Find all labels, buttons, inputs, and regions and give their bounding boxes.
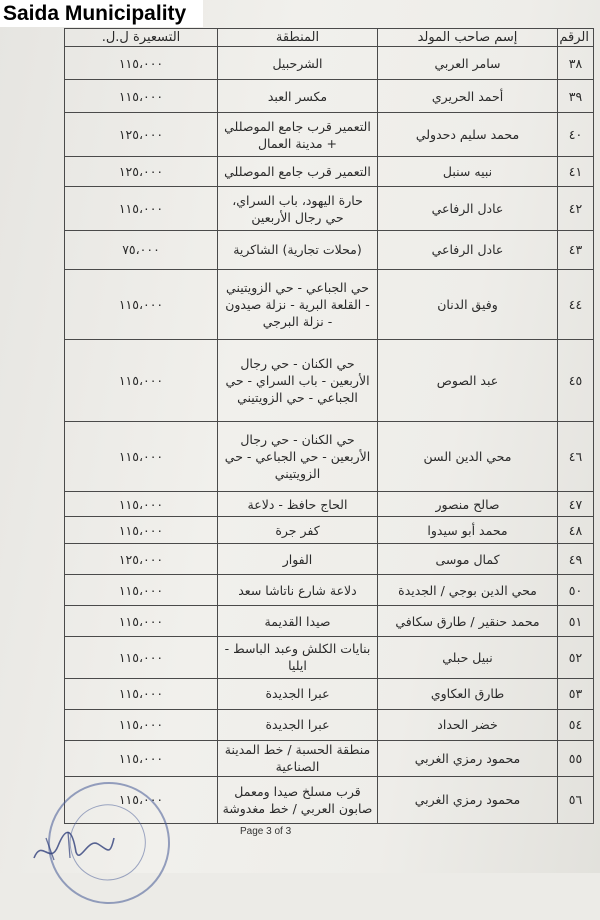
owner-name: عبد الصوص <box>378 339 558 421</box>
table-row <box>65 47 594 80</box>
region-cell: حارة اليهود، باب السراي، حي رجال الأربعين <box>218 187 378 231</box>
header-tariff: التسعيرة ل.ل. <box>65 29 218 47</box>
tariff-cell: ١٢٥،٠٠٠ <box>65 544 218 575</box>
row-number: ٥٤ <box>558 709 594 740</box>
owner-name: كمال موسى <box>378 544 558 575</box>
signature-mark <box>28 808 118 868</box>
tariff-cell: ١١٥،٠٠٠ <box>65 47 218 80</box>
header-region: المنطقة <box>218 29 378 47</box>
region-cell: التعمير قرب جامع الموصللي <box>218 157 378 187</box>
tariff-cell: ١١٥،٠٠٠ <box>65 80 218 113</box>
owner-name: عادل الرفاعي <box>378 231 558 269</box>
row-number: ٤٠ <box>558 113 594 157</box>
region-cell: الشرحبيل <box>218 47 378 80</box>
owner-name: سامر العربي <box>378 47 558 80</box>
row-number: ٤٩ <box>558 544 594 575</box>
tariff-cell: ١١٥،٠٠٠ <box>65 575 218 606</box>
owner-name: وفيق الدنان <box>378 269 558 339</box>
tariff-cell: ٧٥،٠٠٠ <box>65 231 218 269</box>
region-cell: عبرا الجديدة <box>218 678 378 709</box>
region-cell: بنايات الكلش وعبد الباسط - ايليا <box>218 637 378 678</box>
region-cell: حي الجباعي - حي الزويتيني - القلعة البرية - نزلة صيدون - نزلة البرجي <box>218 269 378 339</box>
owner-name: محمود رمزي الغربي <box>378 776 558 823</box>
row-number: ٥٢ <box>558 637 594 678</box>
owner-name: محي الدين بوجي / الجديدة <box>378 575 558 606</box>
tariff-cell: ١٢٥،٠٠٠ <box>65 157 218 187</box>
owner-name: صالح منصور <box>378 492 558 517</box>
header-number: الرقم <box>558 29 594 47</box>
owner-name: نبيه سنبل <box>378 157 558 187</box>
row-number: ٤٤ <box>558 269 594 339</box>
row-number: ٥٠ <box>558 575 594 606</box>
region-cell: كفر جرة <box>218 517 378 544</box>
table-row <box>65 709 594 740</box>
owner-name: محمود رمزي الغربي <box>378 740 558 776</box>
table-row <box>65 678 594 709</box>
table-row <box>65 80 594 113</box>
region-cell: منطقة الحسبة / خط المدينة الصناعية <box>218 740 378 776</box>
region-cell: عبرا الجديدة <box>218 709 378 740</box>
tariff-cell: ١١٥،٠٠٠ <box>65 606 218 637</box>
table-row <box>65 492 594 517</box>
region-cell: (محلات تجارية) الشاكرية <box>218 231 378 269</box>
row-number: ٤٣ <box>558 231 594 269</box>
region-cell: الحاج حافظ - دلاعة <box>218 492 378 517</box>
region-cell: حي الكنان - حي رجال الأربعين - حي الجباعي - حي الزويتيني <box>218 421 378 491</box>
region-cell: مكسر العبد <box>218 80 378 113</box>
owner-name: أحمد الحريري <box>378 80 558 113</box>
generator-tariff-table <box>64 28 594 824</box>
region-cell: حي الكنان - حي رجال الأربعين - باب السراي - حي الجباعي - حي الزويتيني <box>218 339 378 421</box>
table-header-row <box>65 29 594 47</box>
tariff-cell: ١١٥،٠٠٠ <box>65 187 218 231</box>
page-title: Saida Municipality <box>0 0 203 27</box>
owner-name: نبيل حبلي <box>378 637 558 678</box>
owner-name: محي الدين السن <box>378 421 558 491</box>
table-row <box>65 575 594 606</box>
tariff-cell: ١١٥،٠٠٠ <box>65 269 218 339</box>
region-cell: صيدا القديمة <box>218 606 378 637</box>
row-number: ٤٢ <box>558 187 594 231</box>
tariff-cell: ١١٥،٠٠٠ <box>65 678 218 709</box>
tariff-cell: ١١٥،٠٠٠ <box>65 740 218 776</box>
owner-name: عادل الرفاعي <box>378 187 558 231</box>
owner-name: محمد حنقير / طارق سكافي <box>378 606 558 637</box>
table-row <box>65 113 594 157</box>
table-row <box>65 517 594 544</box>
owner-name: محمد أبو سيدوا <box>378 517 558 544</box>
region-cell: دلاعة شارع ناتاشا سعد <box>218 575 378 606</box>
row-number: ٤١ <box>558 157 594 187</box>
owner-name: محمد سليم دحدولي <box>378 113 558 157</box>
owner-name: خضر الحداد <box>378 709 558 740</box>
table-row <box>65 544 594 575</box>
table-row <box>65 187 594 231</box>
tariff-cell: ١١٥،٠٠٠ <box>65 492 218 517</box>
table-row <box>65 421 594 491</box>
page-footer: Page 3 of 3 <box>240 826 292 837</box>
row-number: ٤٨ <box>558 517 594 544</box>
header-name: إسم صاحب المولد <box>378 29 558 47</box>
tariff-cell: ١١٥،٠٠٠ <box>65 339 218 421</box>
tariff-cell: ١١٥،٠٠٠ <box>65 637 218 678</box>
table-row <box>65 339 594 421</box>
row-number: ٥٥ <box>558 740 594 776</box>
row-number: ٣٨ <box>558 47 594 80</box>
region-cell: الفوار <box>218 544 378 575</box>
tariff-cell: ١١٥،٠٠٠ <box>65 776 218 823</box>
region-cell: قرب مسلخ صيدا ومعمل صابون العربي / خط مغدوشة <box>218 776 378 823</box>
tariff-cell: ١٢٥،٠٠٠ <box>65 113 218 157</box>
owner-name: طارق العكاوي <box>378 678 558 709</box>
row-number: ٥٦ <box>558 776 594 823</box>
table-row <box>65 157 594 187</box>
row-number: ٤٧ <box>558 492 594 517</box>
table-row <box>65 231 594 269</box>
table-row <box>65 606 594 637</box>
table-row <box>65 269 594 339</box>
tariff-cell: ١١٥،٠٠٠ <box>65 421 218 491</box>
row-number: ٤٥ <box>558 339 594 421</box>
table-row <box>65 740 594 776</box>
table-row <box>65 637 594 678</box>
tariff-cell: ١١٥،٠٠٠ <box>65 517 218 544</box>
row-number: ٤٦ <box>558 421 594 491</box>
row-number: ٥٣ <box>558 678 594 709</box>
tariff-cell: ١١٥،٠٠٠ <box>65 709 218 740</box>
region-cell: التعمير قرب جامع الموصللي + مدينة العمال <box>218 113 378 157</box>
row-number: ٣٩ <box>558 80 594 113</box>
row-number: ٥١ <box>558 606 594 637</box>
